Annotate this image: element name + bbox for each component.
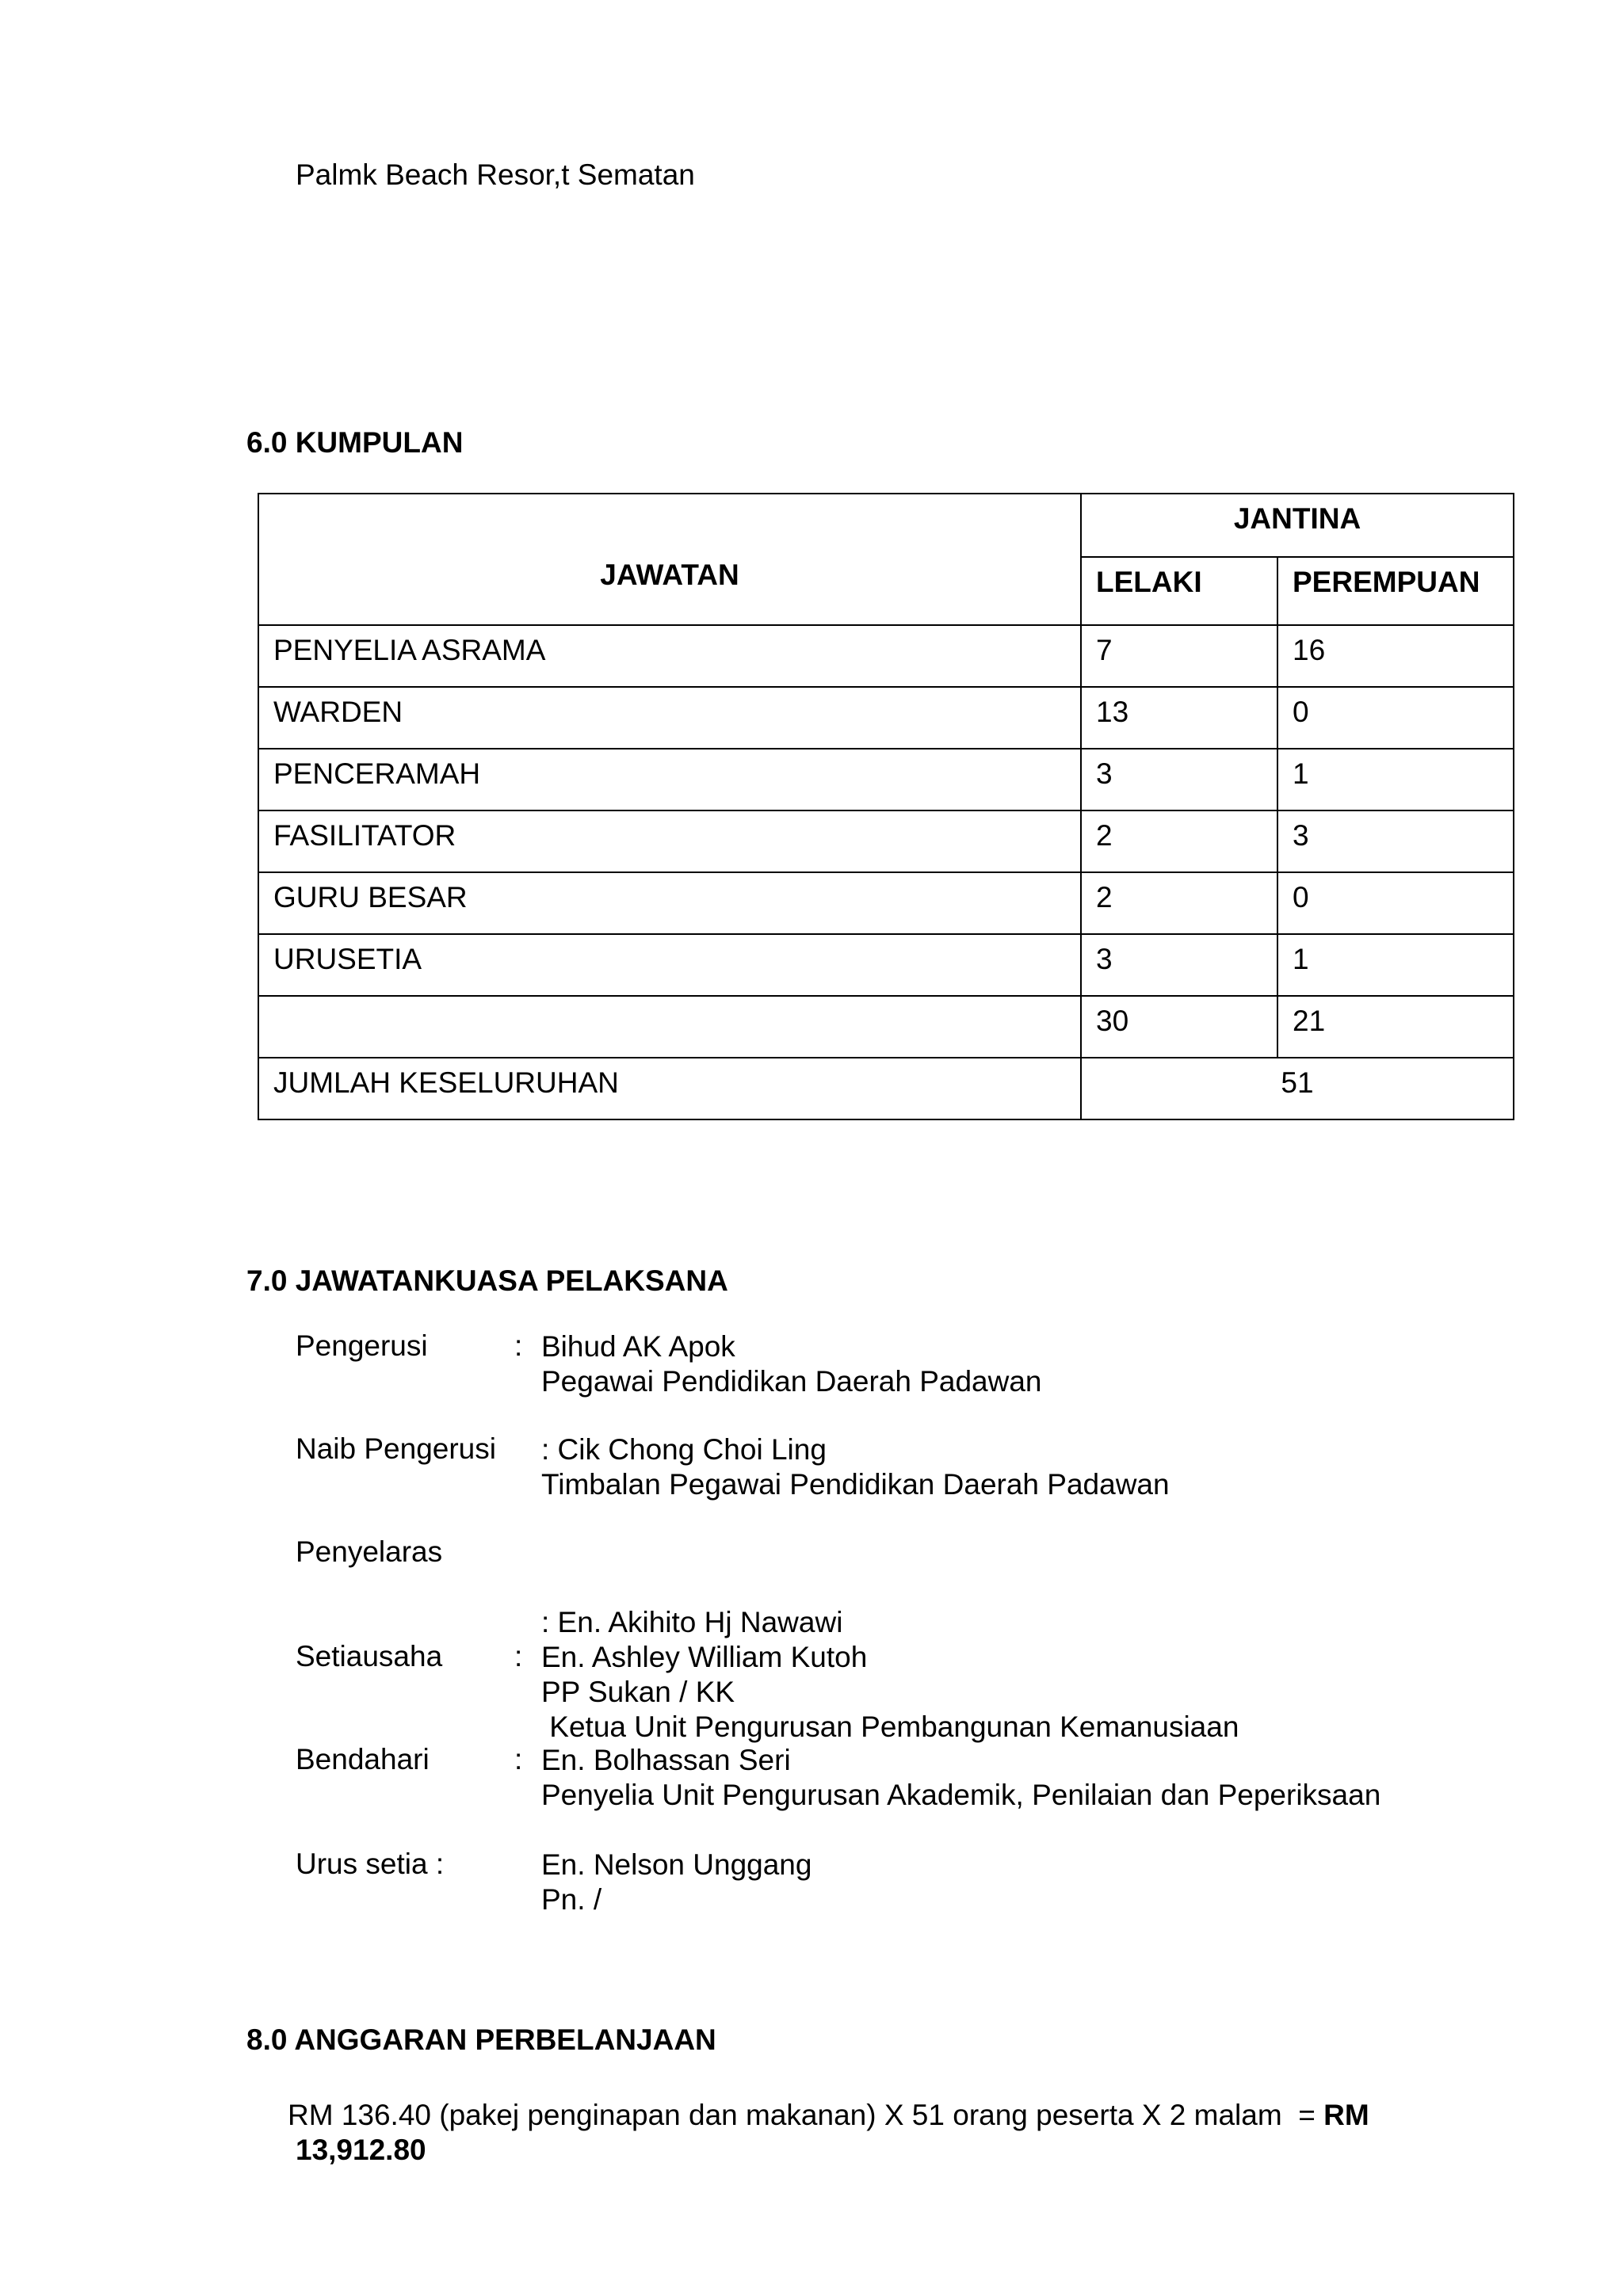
table-row bbox=[258, 625, 1514, 687]
budget-total-value: 13,912.80 bbox=[296, 2134, 426, 2166]
header-jantina: JANTINA bbox=[1081, 494, 1514, 557]
header-lelaki: LELAKI bbox=[1081, 557, 1277, 625]
header-perempuan: PEREMPUAN bbox=[1277, 557, 1514, 625]
member-name: En. Ashley William Kutoh bbox=[541, 1641, 868, 1673]
member-name: : Cik Chong Choi Ling bbox=[541, 1433, 827, 1466]
kumpulan-table bbox=[258, 493, 1514, 1120]
cell-empty bbox=[258, 996, 1081, 1058]
member-role: Pengerusi bbox=[296, 1329, 428, 1362]
cell-jawatan: WARDEN bbox=[258, 687, 1081, 749]
cell-jawatan: PENYELIA ASRAMA bbox=[258, 625, 1081, 687]
member-role: Bendahari bbox=[296, 1743, 430, 1775]
subtotal-row bbox=[258, 996, 1514, 1058]
cell-perempuan: 0 bbox=[1277, 872, 1514, 934]
member-title: Pn. / bbox=[541, 1883, 602, 1916]
budget-total-prefix: RM bbox=[1323, 2099, 1369, 2131]
cell-lelaki: 2 bbox=[1081, 810, 1277, 872]
member-title: Ketua Unit Pengurusan Pembangunan Kemanusiaan bbox=[541, 1711, 1239, 1743]
member-name: En. Nelson Unggang bbox=[541, 1848, 812, 1881]
member-name: Bihud AK Apok bbox=[541, 1330, 735, 1363]
cell-lelaki: 13 bbox=[1081, 687, 1277, 749]
section-6-heading: 6.0 KUMPULAN bbox=[246, 426, 464, 459]
cell-jawatan: GURU BESAR bbox=[258, 872, 1081, 934]
cell-perempuan: 1 bbox=[1277, 934, 1514, 996]
subtotal-lelaki: 30 bbox=[1081, 996, 1277, 1058]
table-row bbox=[258, 687, 1514, 749]
cell-perempuan: 16 bbox=[1277, 625, 1514, 687]
cell-perempuan: 1 bbox=[1277, 749, 1514, 810]
grand-total-label: JUMLAH KESELURUHAN bbox=[258, 1058, 1081, 1119]
section-7-heading: 7.0 JAWATANKUASA PELAKSANA bbox=[246, 1264, 728, 1297]
cell-lelaki: 2 bbox=[1081, 872, 1277, 934]
cell-perempuan: 0 bbox=[1277, 687, 1514, 749]
member-title: Pegawai Pendidikan Daerah Padawan bbox=[541, 1365, 1042, 1398]
member-title: Penyelia Unit Pengurusan Akademik, Penilaian dan Peperiksaan bbox=[541, 1779, 1381, 1811]
table-row bbox=[258, 810, 1514, 872]
venue-line: Palmk Beach Resor,t Sematan bbox=[296, 158, 695, 191]
member-title: PP Sukan / KK bbox=[541, 1676, 735, 1708]
member-role: Naib Pengerusi bbox=[296, 1432, 496, 1465]
cell-jawatan: FASILITATOR bbox=[258, 810, 1081, 872]
cell-perempuan: 3 bbox=[1277, 810, 1514, 872]
member-role: Setiausaha bbox=[296, 1640, 443, 1672]
member-colon: : bbox=[514, 1743, 523, 1775]
header-jawatan: JAWATAN bbox=[258, 494, 1081, 625]
cell-lelaki: 3 bbox=[1081, 934, 1277, 996]
cell-jawatan: URUSETIA bbox=[258, 934, 1081, 996]
member-colon: : bbox=[514, 1329, 523, 1362]
subtotal-perempuan: 21 bbox=[1277, 996, 1514, 1058]
section-8-heading: 8.0 ANGGARAN PERBELANJAAN bbox=[246, 2023, 716, 2056]
table-row bbox=[258, 934, 1514, 996]
member-role: Urus setia : bbox=[296, 1848, 445, 1880]
member-name: En. Bolhassan Seri bbox=[541, 1744, 791, 1776]
cell-lelaki: 7 bbox=[1081, 625, 1277, 687]
budget-formula: RM 136.40 (pakej penginapan dan makanan) X 51 orang peserta X 2 malam = bbox=[288, 2099, 1324, 2131]
member-role: Penyelaras bbox=[296, 1535, 443, 1568]
member-colon: : bbox=[514, 1640, 523, 1672]
grand-total-row bbox=[258, 1058, 1514, 1119]
cell-lelaki: 3 bbox=[1081, 749, 1277, 810]
cell-jawatan: PENCERAMAH bbox=[258, 749, 1081, 810]
table-row bbox=[258, 872, 1514, 934]
member-name: : En. Akihito Hj Nawawi bbox=[541, 1606, 843, 1638]
member-title: Timbalan Pegawai Pendidikan Daerah Padawan bbox=[541, 1468, 1170, 1501]
table-row bbox=[258, 749, 1514, 810]
budget-calculation bbox=[288, 2098, 1369, 2168]
grand-total-value: 51 bbox=[1081, 1058, 1514, 1119]
